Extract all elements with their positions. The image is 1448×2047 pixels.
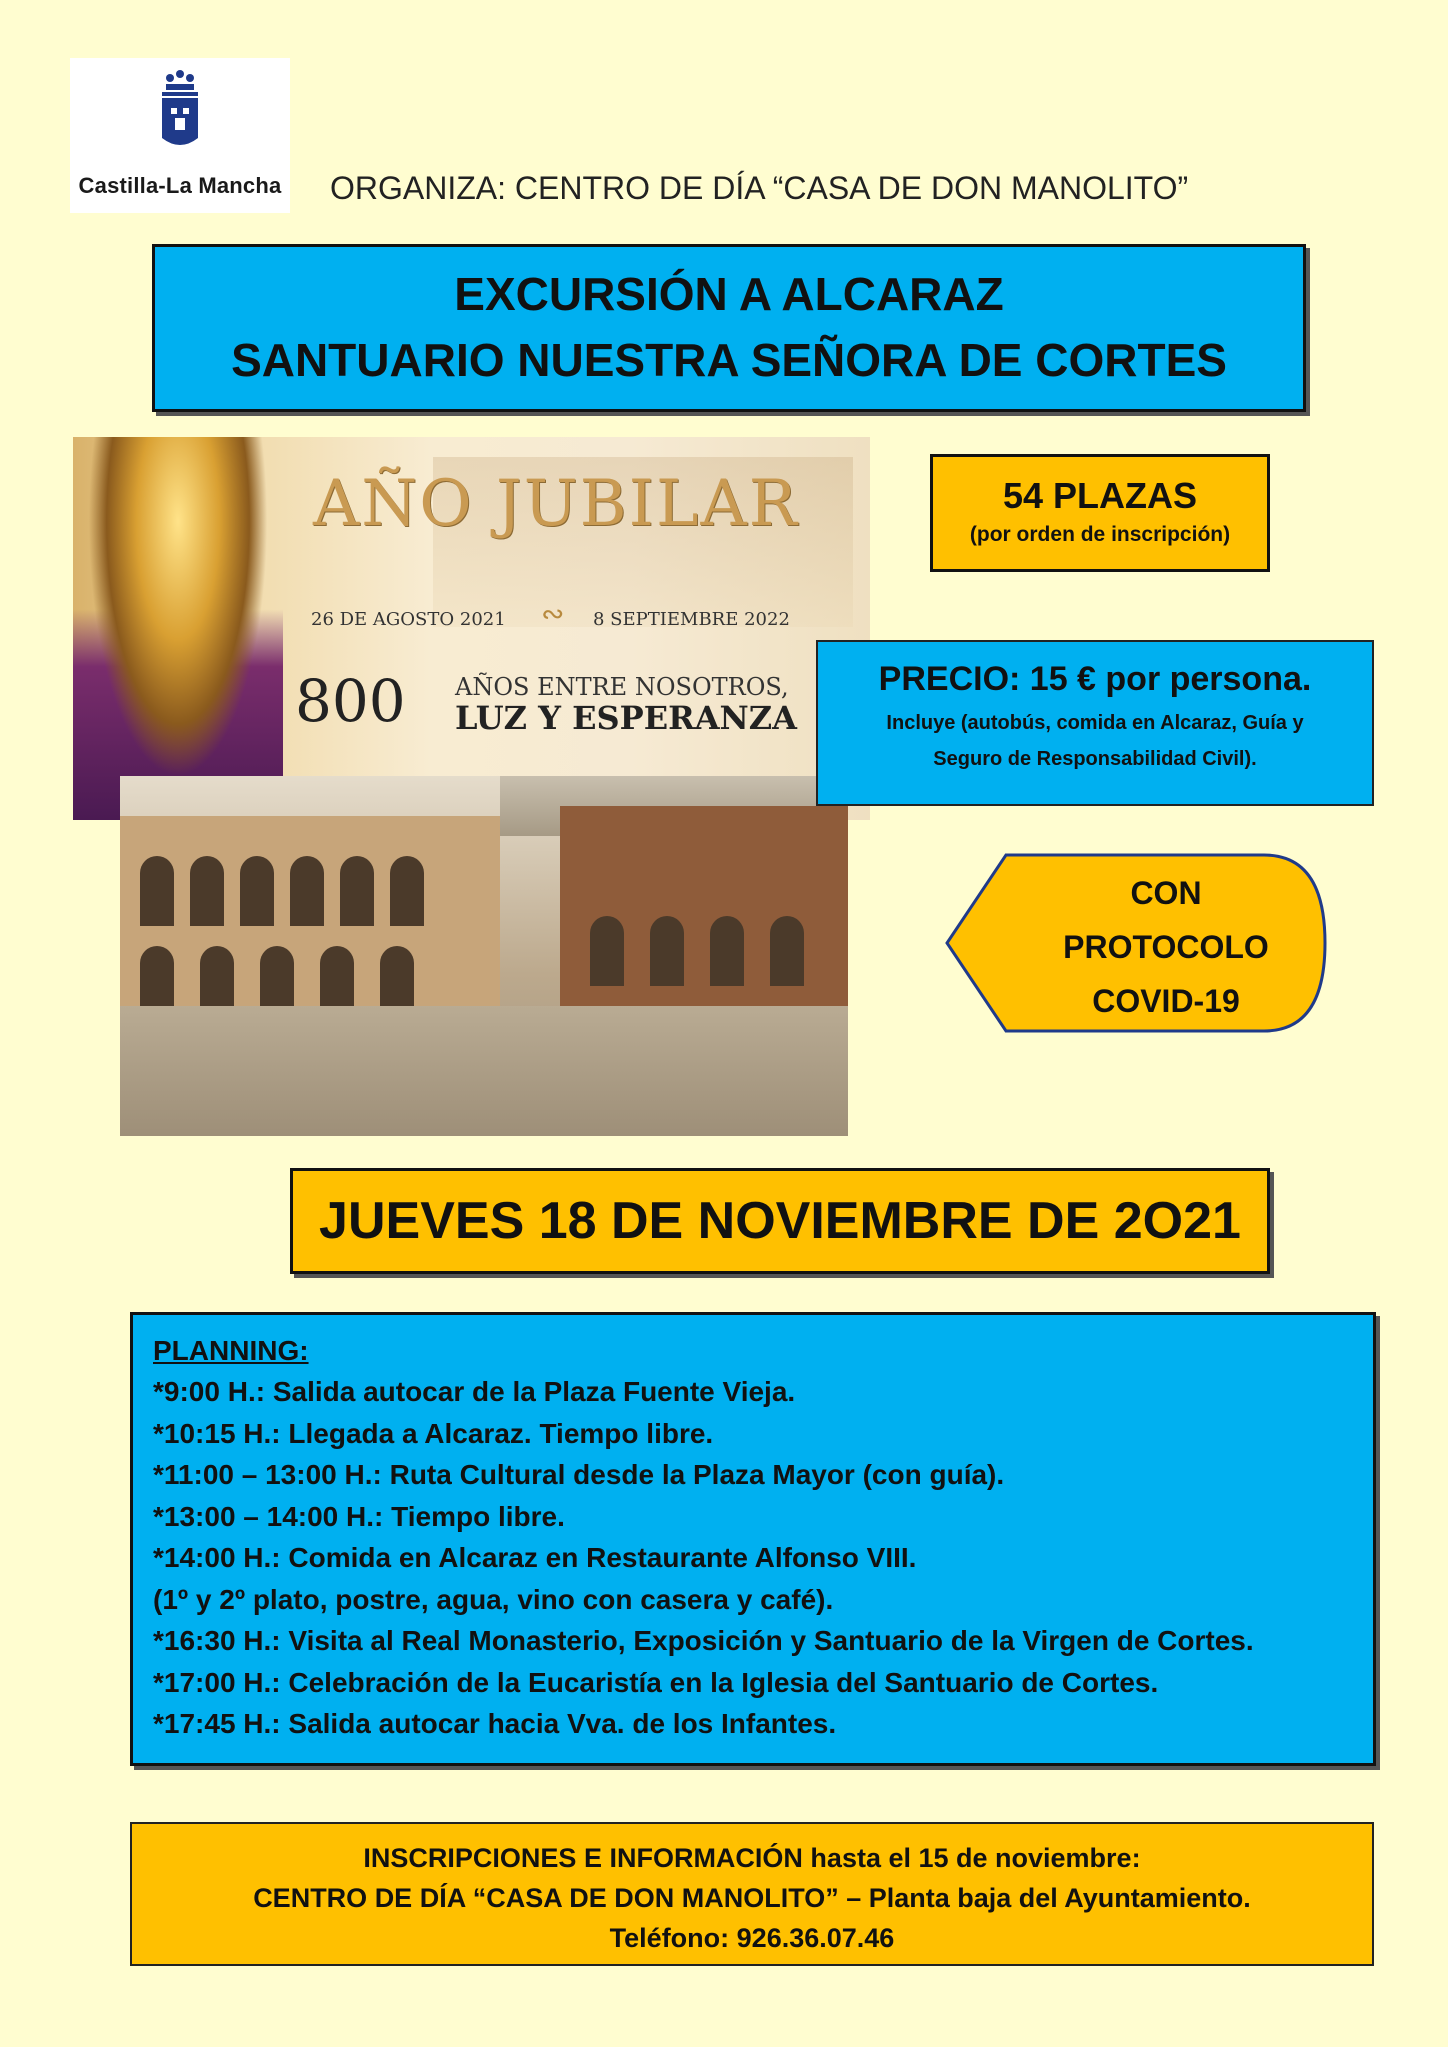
protocol-line-3: COVID-19 — [1092, 983, 1240, 1019]
photo-arch — [140, 856, 174, 926]
photo-arch — [190, 856, 224, 926]
poster-date-end: 8 SEPTIEMBRE 2022 — [593, 609, 790, 630]
photo-arch — [590, 916, 624, 986]
organizer-line: ORGANIZA: CENTRO DE DÍA “CASA DE DON MANOLITO” — [330, 170, 1189, 206]
planning-item: *10:15 H.: Llegada a Alcaraz. Tiempo libre. — [153, 1417, 714, 1449]
castilla-la-mancha-logo — [70, 58, 290, 213]
info-line-1: INSCRIPCIONES E INFORMACIÓN hasta el 15 de noviembre: — [363, 1843, 1141, 1873]
plazas-box — [930, 454, 1270, 572]
poster-tagline-1: AÑOS ENTRE NOSOTROS, — [455, 673, 789, 701]
poster-tagline-2: LUZ Y ESPERANZA — [455, 699, 797, 737]
logo-text: Castilla-La Mancha — [78, 173, 282, 198]
photo-arch — [390, 856, 424, 926]
crown-castle-icon — [70, 58, 290, 168]
photo-arch — [770, 916, 804, 986]
planning-item: *9:00 H.: Salida autocar de la Plaza Fuente Vieja. — [153, 1376, 796, 1407]
ornament-icon: ∾ — [541, 598, 565, 629]
planning-item: *14:00 H.: Comida en Alcaraz en Restaurante Alfonso VIII. — [153, 1542, 917, 1573]
title-box — [152, 244, 1306, 412]
planning-box — [130, 1312, 1376, 1766]
plazas-note: (por orden de inscripción) — [969, 523, 1231, 546]
covid-protocol-badge — [944, 852, 1328, 1034]
photo-arch — [710, 916, 744, 986]
planning-item: *17:45 H.: Salida autocar hacia Vva. de los Infantes. — [153, 1708, 837, 1739]
planning-item: (1º y 2º plato, postre, agua, vino con casera y café). — [153, 1583, 834, 1615]
planning-item: *16:30 H.: Visita al Real Monasterio, Exposición y Santuario de la Virgen de Cortes. — [153, 1625, 1254, 1656]
price-box — [816, 640, 1374, 806]
virgin-statue-image — [73, 437, 283, 820]
planning-item: *17:00 H.: Celebración de la Eucaristía en la Iglesia del Santuario de Cortes. — [153, 1666, 1159, 1698]
poster-years: 800 — [295, 667, 406, 735]
title-line-2: SANTUARIO NUESTRA SEÑORA DE CORTES — [231, 334, 1227, 386]
protocol-line-1: CON — [1130, 875, 1202, 911]
planning-item: *13:00 – 14:00 H.: Tiempo libre. — [153, 1500, 565, 1532]
photo-square-ground — [120, 1006, 848, 1136]
poster-date-start: 26 DE AGOSTO 2021 — [311, 609, 506, 630]
price-title: PRECIO: 15 € por persona. — [878, 660, 1312, 698]
photo-arch — [240, 856, 274, 926]
date-box: JUEVES 18 DE NOVIEMBRE DE 2O21 — [290, 1168, 1270, 1274]
price-note — [818, 705, 1372, 777]
registration-info-box — [130, 1822, 1374, 1966]
planning-item: *11:00 – 13:00 H.: Ruta Cultural desde la Plaza Mayor (con guía). — [153, 1459, 1005, 1490]
plaza-mayor-photo — [120, 776, 848, 1136]
info-line-2: CENTRO DE DÍA “CASA DE DON MANOLITO” – Planta baja del Ayuntamiento. — [253, 1883, 1251, 1913]
photo-arch — [650, 916, 684, 986]
photo-arcade-left — [120, 816, 500, 1036]
plazas-title: 54 PLAZAS — [1002, 475, 1198, 516]
title-line-1: EXCURSIÓN A ALCARAZ — [454, 268, 1004, 320]
planning-title: PLANNING: — [153, 1335, 309, 1366]
price-note-line-1: Incluye (autobús, comida en Alcaraz, Guía y — [886, 712, 1304, 734]
photo-arch — [340, 856, 374, 926]
jubilee-poster-image — [73, 437, 870, 820]
phone-number: Teléfono: 926.36.07.46 — [609, 1923, 895, 1953]
price-note-line-2: Seguro de Responsabilidad Civil). — [933, 748, 1257, 770]
poster-heading: AÑO JUBILAR — [313, 467, 799, 541]
photo-arch — [290, 856, 324, 926]
protocol-line-2: PROTOCOLO — [1063, 929, 1269, 965]
